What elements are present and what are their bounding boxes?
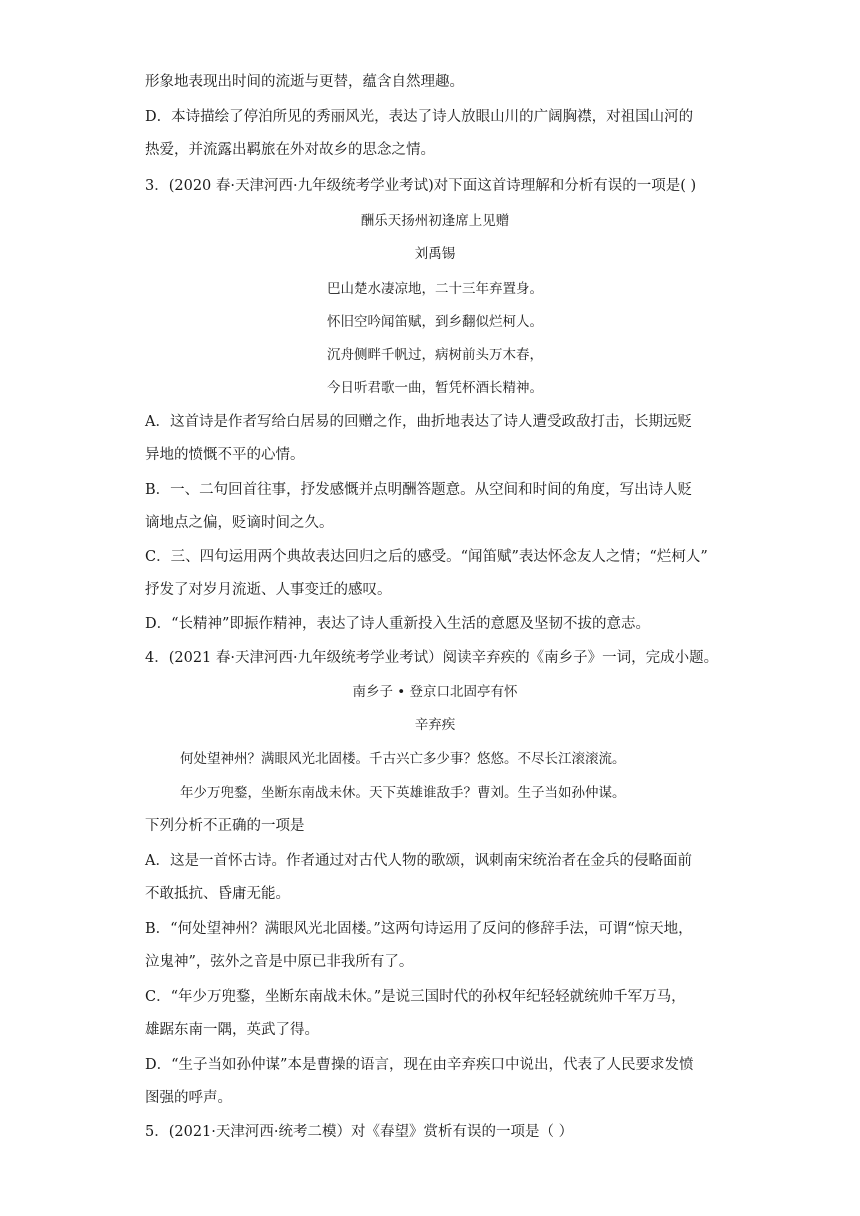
- q3-option-b-line2: 谪地点之偏，贬谪时间之久。: [145, 515, 334, 531]
- q4-option-a-line1: A．这是一首怀古诗。作者通过对古代人物的歌颂，讽刺南宋统治者在金兵的侵略面前: [145, 853, 692, 869]
- q4-stem: 4．(2021 春·天津河西·九年级统考学业考试）阅读辛弃疾的《南乡子》一词，完成小题。: [145, 650, 719, 666]
- q4-option-c-line2: 雄踞东南一隅，英武了得。: [145, 1022, 319, 1038]
- q2-continued-text: 形象地表现出时间的流逝与更替，蕴含自然理趣。: [145, 74, 464, 90]
- q2-option-d-line1: D．本诗描绘了停泊所见的秀丽风光，表达了诗人放眼山川的广阔胸襟，对祖国山河的: [145, 109, 694, 125]
- q4-poem-line-1: 何处望神州？满眼风光北固楼。千古兴亡多少事？悠悠。不尽长江滚滚流。: [180, 751, 626, 767]
- q3-poem-author: 刘禹锡: [414, 246, 456, 262]
- q4-poem-title: 南乡子 • 登京口北固亭有怀: [352, 684, 518, 700]
- q3-option-d-line1: D．“长精神”即振作精神，表达了诗人重新投入生活的意愿及坚韧不拔的意志。: [145, 616, 650, 632]
- q4-option-d-line2: 图强的呼声。: [145, 1090, 232, 1106]
- q3-option-c-line2: 抒发了对岁月流逝、人事变迁的感叹。: [145, 582, 392, 598]
- q3-poem-line-1: 巴山楚水凄凉地，二十三年弃置身。: [327, 281, 543, 297]
- q3-option-b-line1: B．一、二句回首往事，抒发感慨并点明酬答题意。从空间和时间的角度，写出诗人贬: [145, 482, 693, 498]
- q4-option-d-line1: D．“生子当如孙仲谋”本是曹操的语言，现在由辛弃疾口中说出，代表了人民要求发愤: [145, 1057, 694, 1073]
- q4-option-a-line2: 不敢抵抗、昏庸无能。: [145, 886, 290, 902]
- q4-option-b-line1: B．“何处望神州？满眼风光北固楼。”这两句诗运用了反问的修辞手法，可谓“惊天地，: [145, 921, 693, 937]
- q3-poem-line-2: 怀旧空吟闻笛赋，到乡翻似烂柯人。: [327, 314, 543, 330]
- q4-sub-stem: 下列分析不正确的一项是: [145, 818, 305, 834]
- q3-option-c-line1: C．三、四句运用两个典故表达回归之后的感受。“闻笛赋”表达怀念友人之情；“烂柯人”: [145, 549, 708, 565]
- q3-option-a-line1: A．这首诗是作者写给白居易的回赠之作，曲折地表达了诗人遭受政敌打击，长期远贬: [145, 414, 692, 430]
- q3-poem-title: 酬乐天扬州初逢席上见赠: [360, 213, 510, 229]
- q4-option-c-line1: C．“年少万兜鍪，坐断东南战未休。”是说三国时代的孙权年纪轻轻就统帅千军万马，: [145, 989, 686, 1005]
- q4-poem-author: 辛弃疾: [414, 717, 456, 733]
- q2-option-d-line2: 热爱，并流露出羁旅在外对故乡的思念之情。: [145, 142, 435, 158]
- q4-poem-line-2: 年少万兜鍪，坐断东南战未休。天下英雄谁敌手？曹刘。生子当如孙仲谋。: [180, 785, 626, 801]
- q3-poem-line-3: 沉舟侧畔千帆过，病树前头万木春，: [327, 347, 543, 363]
- q3-option-a-line2: 异地的愤慨不平的心情。: [145, 447, 305, 463]
- q3-stem: 3．(2020 春·天津河西·九年级统考学业考试)对下面这首诗理解和分析有误的一项是( ): [145, 178, 697, 194]
- q3-poem-line-4: 今日听君歌一曲，暂凭杯酒长精神。: [327, 380, 543, 396]
- q4-option-b-line2: 泣鬼神”，弦外之音是中原已非我所有了。: [145, 954, 414, 970]
- q5-stem: 5．(2021·天津河西·统考二模）对《春望》赏析有误的一项是（ ）: [145, 1124, 574, 1140]
